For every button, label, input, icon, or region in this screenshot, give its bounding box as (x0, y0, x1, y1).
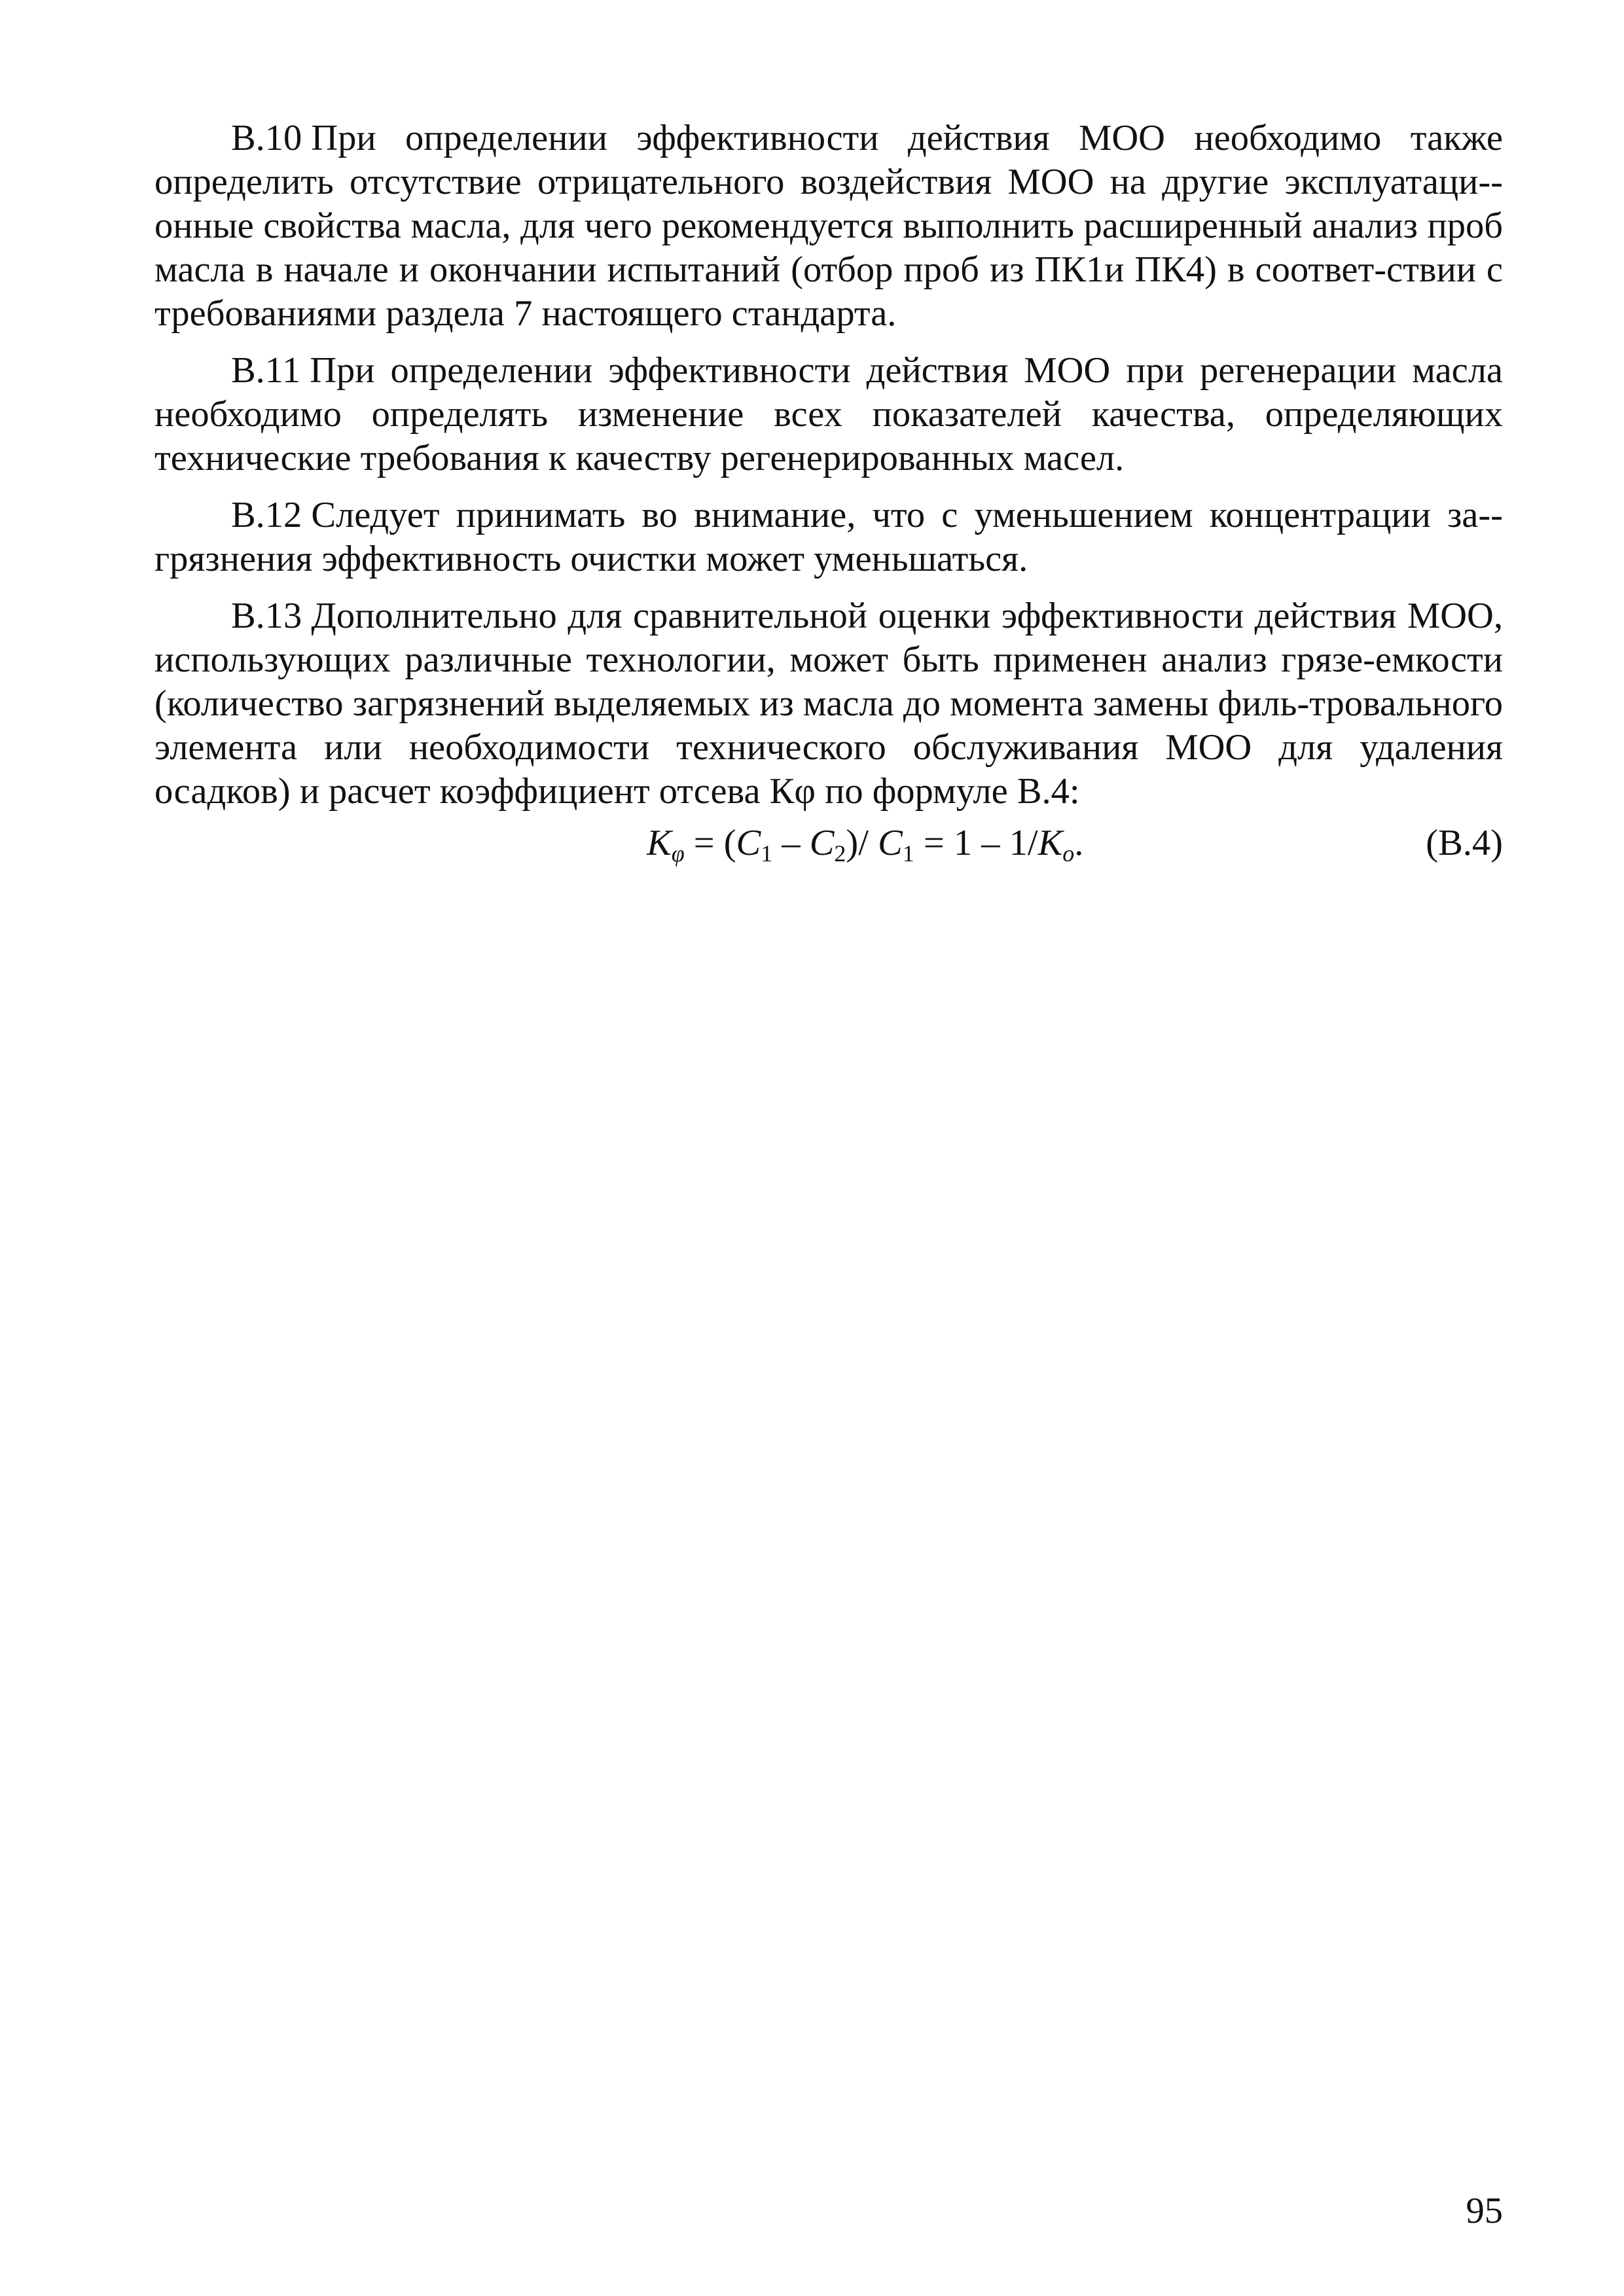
paragraph-b11 (154, 349, 1503, 480)
formula-operator: = 1 – 1/ (914, 823, 1038, 863)
paragraph-b13 (154, 594, 1503, 814)
paragraph-number: В.11 (231, 350, 301, 391)
paragraph-b10 (154, 117, 1503, 336)
formula-symbol: C (878, 823, 903, 863)
formula-operator: – (772, 823, 810, 863)
paragraph-text: Следует принимать во внимание, что с уменьшением концентрации за-грязнения эффективность очистки может уменьшаться. (154, 495, 1503, 579)
formula-b4 (154, 821, 1503, 867)
paragraph-text: Дополнительно для сравнительной оценки эффективности действия МОО, использующих различные технологии, может быть применен анализ грязе-емкости (количество загрязнений выделяемых из масла до момента замены филь-тровального элемента или необходимости технического обслуживания МОО для удаления осадков) и расчет коэффициент отсева Кφ по формуле В.4: (154, 596, 1503, 812)
formula-number: (В.4) (1426, 823, 1503, 863)
paragraph-text: При определении эффективности действия МОО при регенерации масла необходимо определять изменение всех показателей качества, определяющих технические требования к качеству регенерированных масел. (154, 350, 1503, 478)
paragraph-number: В.10 (231, 118, 302, 158)
formula-operator: . (1074, 823, 1084, 863)
paragraph-number: В.13 (231, 596, 302, 636)
formula-symbol: C (736, 823, 761, 863)
formula-subscript: φ (671, 840, 685, 867)
formula-symbol: K (647, 823, 672, 863)
formula-operator: )/ (846, 823, 878, 863)
formula-subscript: 2 (834, 840, 846, 867)
formula-symbol: K (1038, 823, 1063, 863)
formula-subscript: 1 (902, 840, 914, 867)
formula-subscript: o (1062, 840, 1075, 867)
paragraph-text: При определении эффективности действия МОО необходимо также определить отсутствие отрицательного воздействия МОО на другие эксплуатаци-онные свойства масла, для чего рекомендуется выполнить расширенный анализ проб масла в начале и окончании испытаний (отбор проб из ПК1и ПК4) в соответ-ствии с требованиями раздела 7 настоящего стандарта. (154, 118, 1503, 334)
formula-operator: = ( (684, 823, 736, 863)
body-text (154, 117, 1503, 867)
paragraph-b12 (154, 493, 1503, 581)
page-number: 95 (1466, 2191, 1503, 2231)
formula-symbol: C (809, 823, 835, 863)
formula-subscript: 1 (761, 840, 773, 867)
formula-expression (647, 821, 1083, 865)
paragraph-number: В.12 (231, 495, 302, 535)
